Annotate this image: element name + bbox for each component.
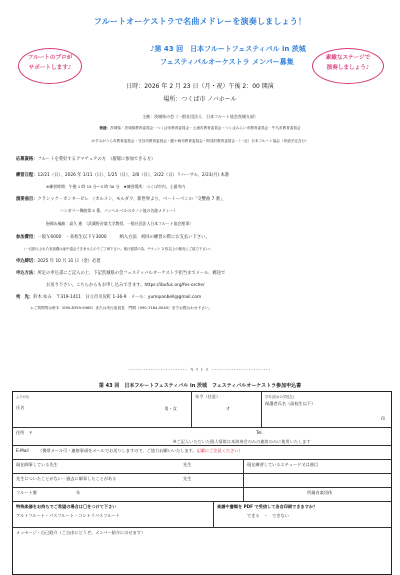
cut-line: ------------------------ キリトリ ------------------------	[129, 367, 271, 372]
detail-row-8	[16, 258, 101, 264]
detail-row-5	[46, 221, 193, 227]
email-label: E-Mail	[16, 448, 29, 453]
detail-value: お送り下さい。こちらからもお申し込みできます。https://ibufuc.org/fes-orche/	[46, 283, 205, 288]
pdf-question: 楽譜や書類を PDF で受信して各自印刷できますか？	[217, 504, 318, 509]
detail-row-2	[46, 184, 185, 190]
bubble-left-line1: フルートのプロが	[27, 55, 73, 61]
detail-key: 宛 先：	[16, 295, 34, 300]
tel-field[interactable]: Tel.	[256, 430, 263, 435]
email-note: （携帯メール可・連絡事項をメールでお送りしますので、ご協力お願いいたします。	[38, 448, 197, 453]
detail-row-12	[30, 306, 212, 311]
gender-options[interactable]: 男・女	[164, 406, 177, 411]
name-label: 氏名	[16, 405, 25, 410]
form-row-past-teacher	[13, 474, 391, 488]
pdf-field[interactable]	[213, 502, 391, 527]
teacher-now-label: 現在師事している先生	[16, 462, 58, 467]
detail-value: フルートを愛好するアマチュアの方 （層層に参加できる方）	[37, 157, 156, 162]
detail-value: ハンガリー舞曲第 5 番、パッヘルベルのカノン他の名曲メドレー）	[60, 208, 178, 213]
flute-years-label: フルート歴	[16, 490, 37, 495]
detail-value: ※練習時間：午後 1 時 15 分～3 時 30 分 ★練習場所：つくば市内、土浦市内	[46, 184, 186, 189]
grade-label: 学年(初めの学校生)	[265, 395, 294, 399]
detail-row-7	[22, 246, 213, 251]
etude-continued[interactable]	[243, 474, 391, 487]
group-label: 所属音楽団体	[307, 490, 333, 495]
guardian-cell[interactable]	[261, 392, 391, 427]
support-label: 後援：	[99, 126, 111, 130]
detail-value: 2025 年 10 月 31 日（金）必着	[37, 259, 101, 264]
group-field[interactable]	[243, 488, 391, 501]
event-venue: 場所：つくば市 ノバホール	[163, 96, 237, 103]
bubble-right	[312, 48, 384, 84]
form-row-instruments	[13, 502, 391, 528]
special-inst-field[interactable]	[13, 502, 213, 527]
bubble-right-line2: 演奏しましょう♪	[326, 65, 370, 71]
age-cell[interactable]	[191, 392, 261, 427]
detail-row-11	[16, 294, 201, 300]
detail-value: 所定の申込書にご記入の上、下記茨城県の会フェスティバルオーケストラ担当までメール、郵送で	[37, 271, 226, 276]
detail-row-10	[46, 282, 205, 288]
detail-row-6	[16, 234, 210, 240]
privacy-note: ※ご記入いただいた個人情報は本演奏会のみの連絡のみに使用いたします	[173, 439, 311, 444]
detail-value: 一般￥6000 ・高校生以下￥3000 納入方法：初回の練習の際にお支払い下さい。	[37, 235, 210, 240]
bubble-right-line1: 素敵なステージで	[325, 55, 371, 61]
headline-line3: フェスティバルオーケストラ メンバー募集	[160, 58, 294, 66]
flute-years-field[interactable]	[73, 488, 243, 501]
form-row-address	[13, 428, 391, 446]
special-inst-label: 特殊楽器をお持ちでご希望の場合は〇をつけて下さい	[16, 504, 117, 509]
detail-value: 指揮＆編曲：高久 進 （武蔵野音楽大学教授、一般社団法人日本フルート協会理事）	[46, 221, 193, 226]
bubble-left	[18, 48, 82, 84]
teacher-now-suffix: 先生	[183, 462, 192, 467]
teacher-past-field[interactable]	[13, 474, 243, 487]
detail-row-3	[16, 196, 226, 202]
seal-mark: 印	[380, 416, 385, 421]
detail-value: 鈴木 ゆみ 〒319-1411 日立市川尻町 1-36-9 メール：yumipanbell@gmail.com	[33, 295, 202, 300]
detail-key: 申込締切：	[16, 259, 38, 264]
guardian-label: 保護者氏名（高校生以下）	[265, 401, 316, 406]
teacher-now-field[interactable]	[13, 460, 243, 473]
detail-row-0	[16, 156, 155, 162]
support-line1	[0, 126, 400, 131]
detail-row-9	[16, 270, 225, 276]
email-note-warning: 記載にご注意ください）	[196, 448, 243, 453]
detail-key: 応募資格：	[16, 157, 38, 162]
age-unit: 才	[226, 406, 231, 411]
name-cell[interactable]	[13, 392, 191, 427]
teacher-past-suffix: 先生	[183, 476, 192, 481]
detail-value: ＊ご質問等は鈴木（090-8359-9465）または実行委員長 門間（090-7184-0045）までお問合わせ下さい。	[30, 306, 213, 310]
message-label: メッセージ・自己紹介（ご自由にどうぞ。メンバー紹介にのせます）	[16, 530, 146, 535]
teacher-past-label: 先生についたことがない・過去に師事したことがある	[16, 476, 117, 481]
application-form	[12, 391, 392, 575]
headline-line1: フルートオーケストラで名曲メドレーを演奏しましょう！	[93, 17, 307, 26]
etude-field[interactable]: 現在練習しているエチュード又は曲目	[243, 460, 391, 473]
address-field[interactable]: 住所 〒	[16, 430, 33, 435]
furigana-label: ふりがな	[16, 395, 30, 399]
detail-key: 練習日程：	[16, 173, 38, 178]
detail-value: （一旦納入された参加費は途中退会できませんのでご了承下さい。航行振替の為、チケット 2 枚以上の販売にご協力下さい）	[22, 247, 213, 251]
form-row-name	[13, 392, 391, 428]
form-row-message	[13, 528, 391, 574]
detail-value: クラシック・カンタービレ （カルメン、モルダウ、新世界より、ベートーベンの「交響曲 7 番」、	[37, 197, 227, 202]
form-row-teacher	[13, 460, 391, 474]
special-inst-options[interactable]: アルトフルート・バスフルート・コントラバスフルート	[16, 513, 120, 518]
email-field[interactable]	[13, 446, 391, 459]
message-field[interactable]	[13, 528, 391, 574]
support-text1: 茨城県・茨城県教育委員会・つくば市教育委員会・土浦市教育委員会・つくばみらい市教育委員会・牛久市教育委員会	[110, 126, 301, 130]
headline-line2: ♪第 43 回 日本フルートフェスティバル in 茨城	[150, 45, 306, 53]
detail-key: 演奏曲目：	[16, 197, 38, 202]
form-row-email	[13, 446, 391, 460]
detail-key: 参加費用：	[16, 235, 38, 240]
flute-years-unit: 年	[76, 490, 81, 495]
bubble-left-line2: サポートします♪	[28, 65, 72, 71]
form-row-years	[13, 488, 391, 502]
detail-row-4	[60, 208, 178, 214]
event-date: 日時：2026 年 2 月 23 日（月・祝）午後 2：00 開演	[126, 83, 274, 90]
support-line2: かすみがうら市教育委員会・守谷市教育委員会・龍ケ崎市教育委員会・阿見町教育委員会・（一社）日本フルート協会（申請予定含む）	[91, 139, 309, 143]
detail-key: 申込方法：	[16, 271, 38, 276]
detail-value: 12/21（日）、2026 年 1/11（日）、1/25（日）、2/8（日）、2/22（日）リハーサル、2/23(月) 本番	[37, 173, 230, 178]
age-label: 年令（任意）	[195, 394, 221, 399]
organizer: 主催：茨城県の会（一般社団法人 日本フルート協会茨城支部）	[142, 114, 258, 119]
detail-row-1	[16, 172, 229, 178]
form-title: 第 43 回 日本フルートフェスティバル in 茨城 フェスティバルオーケストラ参加申込書	[98, 383, 302, 389]
pdf-options[interactable]: できる ・ できない	[247, 513, 289, 518]
